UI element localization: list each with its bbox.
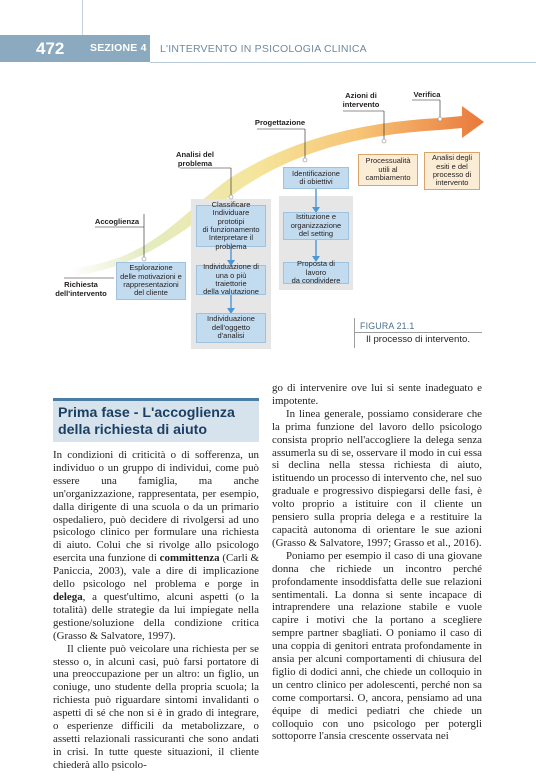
box-istituzione: Istituzione e organizzazione del setting (283, 212, 349, 240)
box-processualita: Processualità utili al cambiamento (358, 154, 418, 186)
box-individuazione-oggetto: Individuazione dell'oggetto d'analisi (196, 313, 266, 343)
term-delega: delega (53, 590, 83, 603)
box-analisi-esiti: Analisi degli esiti e del processo di intervento (424, 152, 480, 190)
figure-caption: Il processo di intervento. (366, 334, 470, 345)
stage-verifica: Verifica (413, 90, 441, 99)
box-esplorazione: Esplorazione delle motivazioni e rappresentazioni del cliente (116, 262, 186, 300)
stage-progettazione: Progettazione (254, 118, 306, 127)
stage-analisi: Analisi del problema (176, 150, 214, 168)
figure-caption-vline (354, 318, 355, 348)
box-identificazione: Identificazione di obiettivi (283, 167, 349, 189)
stage-azioni: Azioni di intervento (342, 91, 380, 109)
box-proposta: Proposta di lavoro da condividere (283, 262, 349, 284)
process-diagram (0, 0, 536, 380)
box-classificare: Classificare Individuare prototipi di funzionamento Interpretare il problema (196, 205, 266, 247)
paragraph: Il cliente può veicolare una richiesta per se stesso o, in alcuni casi, può farsi portatore di una preoccupazione per un altro: un figlio, un coniuge, uno studente della propria scuola; la richiesta può riguardare sintomi invalidanti o aspetti di sé che non si è in grado di integrare, o esperienze difficili da metabolizzare, o assetti relazionali rassicuranti che sono andati in crisi. In tutte queste situazioni, il cliente chiederà allo psicolo- (53, 642, 259, 771)
running-title: L'INTERVENTO IN PSICOLOGIA CLINICA (160, 43, 367, 55)
page-number: 472 (36, 39, 65, 58)
section-label: SEZIONE 4 (90, 42, 147, 54)
section-heading (53, 398, 259, 442)
stage-richiesta: Richiesta dell'intervento (55, 280, 107, 298)
paragraph: In linea generale, possiamo considerare che la prima funzione del lavoro dello psicologo consista proprio nell'accogliere la delega senza assumerla su di se, osservare il modo in cui essa si declina nella stessa richiesta di aiuto, istituendo un processo di intervento che, nel suo graduale e progressivo dispiegarsi delle fasi, è volto proprio a istituire con il cliente un pensiero sulla propria delega e a restituire la capacità autonoma di orientare le sue azioni (Grasso & Salvatore, 1997; Grasso et al., 2016). (272, 407, 482, 549)
figure-label: FIGURA 21.1 (360, 321, 415, 331)
section-heading-line1: Prima fase - L'accoglienza (58, 405, 235, 421)
process-arrow (70, 106, 484, 276)
term-committenza: committenza (159, 552, 220, 565)
paragraph: In condizioni di criticità o di sofferenza, un individuo o un gruppo di individui, come può essere una famiglia, ma anche un'organizzazione, rappresentata, per esempio, dalla dirigente di una scuola o da un primario ospedaliero, può decidere di rivolgersi ad uno psicologo clinico per formulare una richiesta di aiuto. Colui che si rivolge allo psicologo esercita una funzione di committenza (Carli & Paniccia, 2003), vale a dire di implicazione dello psicologo nel problema e porge in delega, a quest'ultimo, alcuni aspetti (o la totalità) delle strategie da lui impiegate nella gestione/soluzione della condizione critica (Grasso & Salvatore, 1997). (53, 449, 259, 642)
section-heading-line2: della richiesta di aiuto (58, 422, 208, 438)
stage-accoglienza: Accoglienza (94, 217, 140, 226)
text-column-right (272, 382, 482, 743)
figure-caption-rule (354, 332, 482, 333)
box-individuazione-traiettorie: Individuazione di una o più traiettorie della valutazione (196, 265, 266, 295)
paragraph: go di intervenire ove lui si sente inadeguato e impotente. (272, 382, 482, 407)
paragraph: Poniamo per esempio il caso di una giovane donna che richiede un incontro perché profondamente insoddisfatta delle sue relazioni sentimentali. La donna si sente incapace di intraprendere una relazione stabile e vuole capire i motivi che la portano a scegliere sempre partner sbagliati. O poniamo il caso di una coppia di genitori entrata profondamente in ansia per alcuni comportamenti di chiusura del figlio di dodici anni, che chiede un colloquio in un centro clinico per adolescenti, perché non sa come comportarsi. O, ancora, pensiamo ad una équipe di medici pediatri che chiede un colloquio con uno psicologo per potergli sottoporre l'ansia crescente osservata nei (272, 549, 482, 743)
text-column-left (53, 449, 259, 772)
